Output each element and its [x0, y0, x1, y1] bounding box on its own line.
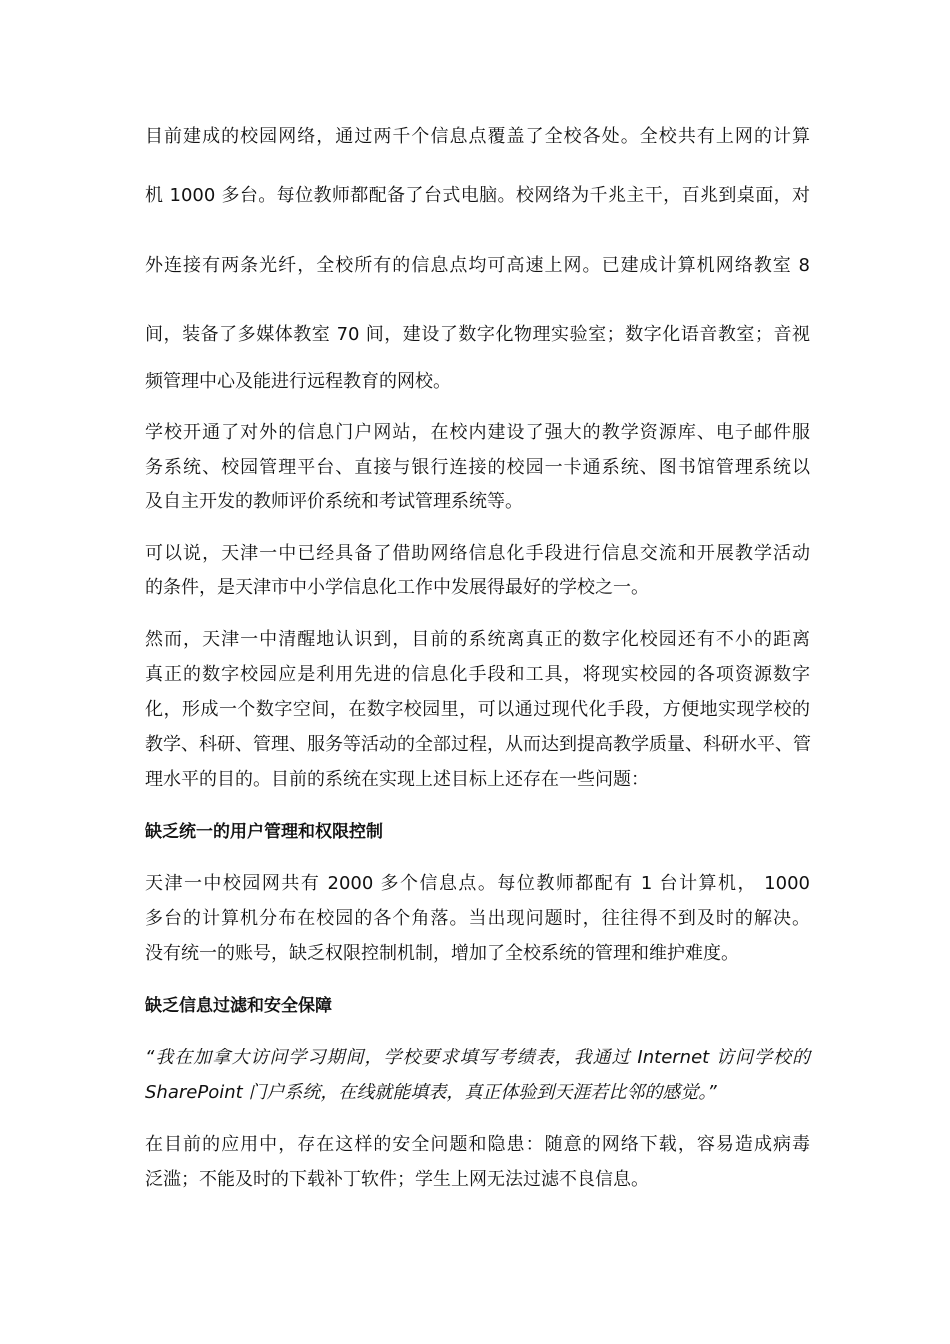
paragraph-line: 然而，天津一中清醒地认识到，目前的系统离真正的数字化校园还有不小的距离: [145, 629, 810, 650]
paragraph-line: 没有统一的账号，缺乏权限控制机制，增加了全校系统的管理和维护难度。: [145, 943, 739, 964]
paragraph-line: 间，装备了多媒体教室 70 间，建设了数字化物理实验室；数字化语音教室；音视: [145, 324, 810, 345]
paragraph-line: 目前建成的校园网络，通过两千个信息点覆盖了全校各处。全校共有上网的计算: [145, 126, 810, 147]
paragraph-line: 泛滥；不能及时的下载补丁软件；学生上网无法过滤不良信息。: [145, 1169, 649, 1190]
paragraph-line: 教学、科研、管理、服务等活动的全部过程，从而达到提高教学质量、科研水平、管: [145, 734, 811, 755]
paragraph-line: 学校开通了对外的信息门户网站，在校内建设了强大的教学资源库、电子邮件服: [145, 422, 810, 443]
paragraph-line: 多台的计算机分布在校园的各个角落。当出现问题时，往往得不到及时的解决。: [145, 908, 810, 929]
paragraph-line: 天津一中校园网共有 2000 多个信息点。每位教师都配有 1 台计算机， 1000: [145, 873, 810, 894]
paragraph-line: 频管理中心及能进行远程教育的网校。: [145, 371, 451, 392]
paragraph-line: 理水平的目的。目前的系统在实现上述目标上还存在一些问题：: [145, 769, 649, 790]
quote-line: SharePoint 门户系统，在线就能填表，真正体验到天涯若比邻的感觉。”: [145, 1082, 717, 1103]
paragraph-line: 外连接有两条光纤，全校所有的信息点均可高速上网。已建成计算机网络教室 8: [145, 255, 810, 276]
paragraph-line: 可以说，天津一中已经具备了借助网络信息化手段进行信息交流和开展教学活动: [145, 543, 810, 564]
paragraph-line: 务系统、校园管理平台、直接与银行连接的校园一卡通系统、图书馆管理系统以: [145, 457, 810, 478]
paragraph-line: 真正的数字校园应是利用先进的信息化手段和工具，将现实校园的各项资源数字: [145, 664, 810, 685]
section-heading: 缺乏统一的用户管理和权限控制: [145, 822, 383, 842]
paragraph-line: 的条件，是天津市中小学信息化工作中发展得最好的学校之一。: [145, 577, 649, 598]
paragraph-line: 化，形成一个数字空间，在数字校园里，可以通过现代化手段，方便地实现学校的: [145, 699, 810, 720]
section-heading: 缺乏信息过滤和安全保障: [145, 996, 332, 1016]
paragraph-line: 在目前的应用中，存在这样的安全问题和隐患：随意的网络下载，容易造成病毒: [145, 1134, 810, 1155]
paragraph-line: 及自主开发的教师评价系统和考试管理系统等。: [145, 491, 523, 512]
paragraph-line: 机 1000 多台。每位教师都配备了台式电脑。校网络为千兆主干，百兆到桌面，对: [145, 185, 810, 206]
quote-line: “我在加拿大访问学习期间，学校要求填写考绩表，我通过 Internet 访问学校的: [145, 1047, 810, 1068]
